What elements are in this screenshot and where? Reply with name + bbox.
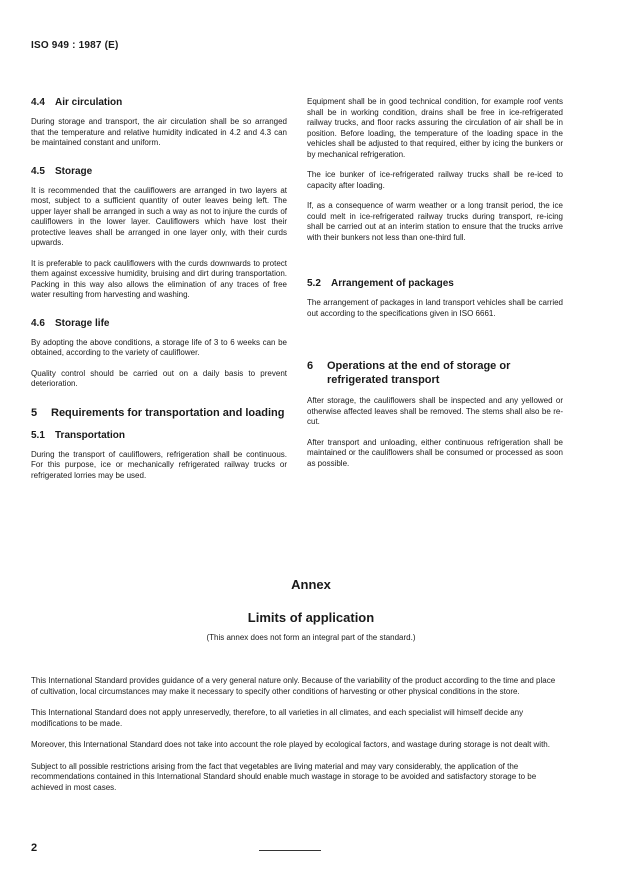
section-4-4-paragraph: During storage and transport, the air circulation shall be so arranged that the temperature and relative humidity indicated in 4.2 and 4.3 can be maintained constant and uniform. xyxy=(31,117,287,147)
section-title: Air circulation xyxy=(55,97,123,108)
continuation-paragraph-3: If, as a consequence of warm weather or a long transit period, the ice could melt in ice-refrigerated railway trucks during transport, re-icing shall be carried out at an interim station to ensure that the trucks arrive with their bunkers not less than one-third full. xyxy=(307,201,563,242)
right-column xyxy=(307,97,563,479)
section-6-paragraph-2: After transport and unloading, either continuous refrigeration shall be maintained or the cauliflowers shall be consumed or processed as soon as possible. xyxy=(307,437,563,468)
section-5-heading xyxy=(31,406,287,420)
section-title: Requirements for transportation and loading xyxy=(51,406,285,419)
annex-note: (This annex does not form an integral part of the standard.) xyxy=(206,633,416,642)
section-4-5-heading xyxy=(31,165,287,178)
section-4-6-heading xyxy=(31,317,287,330)
annex-paragraph-4: Subject to all possible restrictions arising from the fact that vegetables are living material and may vary considerably, the application of the recommendations contained in this International Standard should enable much wastage in storage to be avoided and satisfactory storage to be achieved in most cases. xyxy=(31,761,537,792)
annex-paragraph-3: Moreover, this International Standard does not take into account the role played by ecological factors, and wastage during storage is not dealt with. xyxy=(31,740,550,749)
section-5-2-heading xyxy=(307,277,563,290)
page-number: 2 xyxy=(31,842,38,854)
document-id: ISO 949 : 1987 (E) xyxy=(31,40,119,51)
annex-paragraph-2: This International Standard does not apply unreservedly, therefore, to all varieties in all climates, and each specialist will himself decide any modifications to be made. xyxy=(31,708,524,728)
section-title: Operations at the end of storage or refrigerated transport xyxy=(327,360,511,386)
annex-paragraph-1: This International Standard provides guidance of a very general nature only. Because of the variability of the product according to the time and place of cultivation, local circumstances may make it necessary to specify other conditions of harvesting or other physical conditions in the store. xyxy=(31,676,556,696)
section-title: Storage life xyxy=(55,317,110,329)
section-number: 5.1 xyxy=(31,429,45,441)
section-4-5-paragraph-1: It is recommended that the cauliflowers are arranged in two layers at most, subject to a sufficient quantity of outer leaves being left. The upper layer shall be arranged in such a way as not to injure the curds of cauliflowers in the lower layer. Cauliflowers which have lost their protective leaves shall be arranged in one layer only, with their curds upwards. xyxy=(31,185,287,247)
footer-rule xyxy=(259,850,321,851)
section-4-6-paragraph-2: Quality control should be carried out on a daily basis to prevent deterioration. xyxy=(31,368,287,388)
section-5-1-heading xyxy=(31,429,287,442)
section-5-2-paragraph: The arrangement of packages in land transport vehicles shall be carried out according to the specifications given in ISO 6661. xyxy=(307,298,563,318)
section-4-4-heading xyxy=(31,96,287,109)
section-title: Storage xyxy=(55,165,93,177)
left-column xyxy=(31,96,287,491)
section-number: 5 xyxy=(31,406,38,419)
section-title: Transportation xyxy=(55,429,126,441)
section-title: Arrangement of packages xyxy=(331,278,454,289)
section-number: 4.5 xyxy=(31,165,45,177)
continuation-paragraph-1: Equipment shall be in good technical condition, for example roof vents shall be in working condition, drains shall be free in ice-refrigerated railway trucks, and floor racks assuring the circulation of air shall be in position. Before loading, the temperature of the loading space in the vehicles shall be adjusted to that required, either by icing the bunkers or by mechanical refrigeration. xyxy=(307,97,563,159)
section-6-heading xyxy=(307,359,563,387)
section-number: 5.2 xyxy=(307,278,321,289)
annex-body xyxy=(31,676,558,804)
section-4-5-paragraph-2: It is preferable to pack cauliflowers with the curds downwards to protect them against excessive humidity, bruising and dirt during transportation. Packing in this way also allows the elimination of any traces of free water resulting from harvesting and washing. xyxy=(31,258,287,299)
annex-subtitle: Limits of application xyxy=(247,610,375,625)
section-number: 4.4 xyxy=(31,97,45,108)
section-number: 6 xyxy=(307,360,314,372)
annex-title: Annex xyxy=(291,577,331,592)
section-number: 4.6 xyxy=(31,317,45,329)
section-4-6-paragraph-1: By adopting the above conditions, a storage life of 3 to 6 weeks can be obtained, according to the variety of cauliflower. xyxy=(31,337,287,357)
continuation-paragraph-2: The ice bunker of ice-refrigerated railway trucks shall be re-iced to capacity after loading. xyxy=(307,170,563,190)
section-5-1-paragraph: During the transport of cauliflowers, refrigeration shall be continuous. For this purpose, ice or mechanically refrigerated railway trucks or refrigerated lorries may be used. xyxy=(31,449,287,480)
section-6-paragraph-1: After storage, the cauliflowers shall be inspected and any yellowed or otherwise affected leaves shall be removed. The stems shall also be re-cut. xyxy=(307,396,563,426)
